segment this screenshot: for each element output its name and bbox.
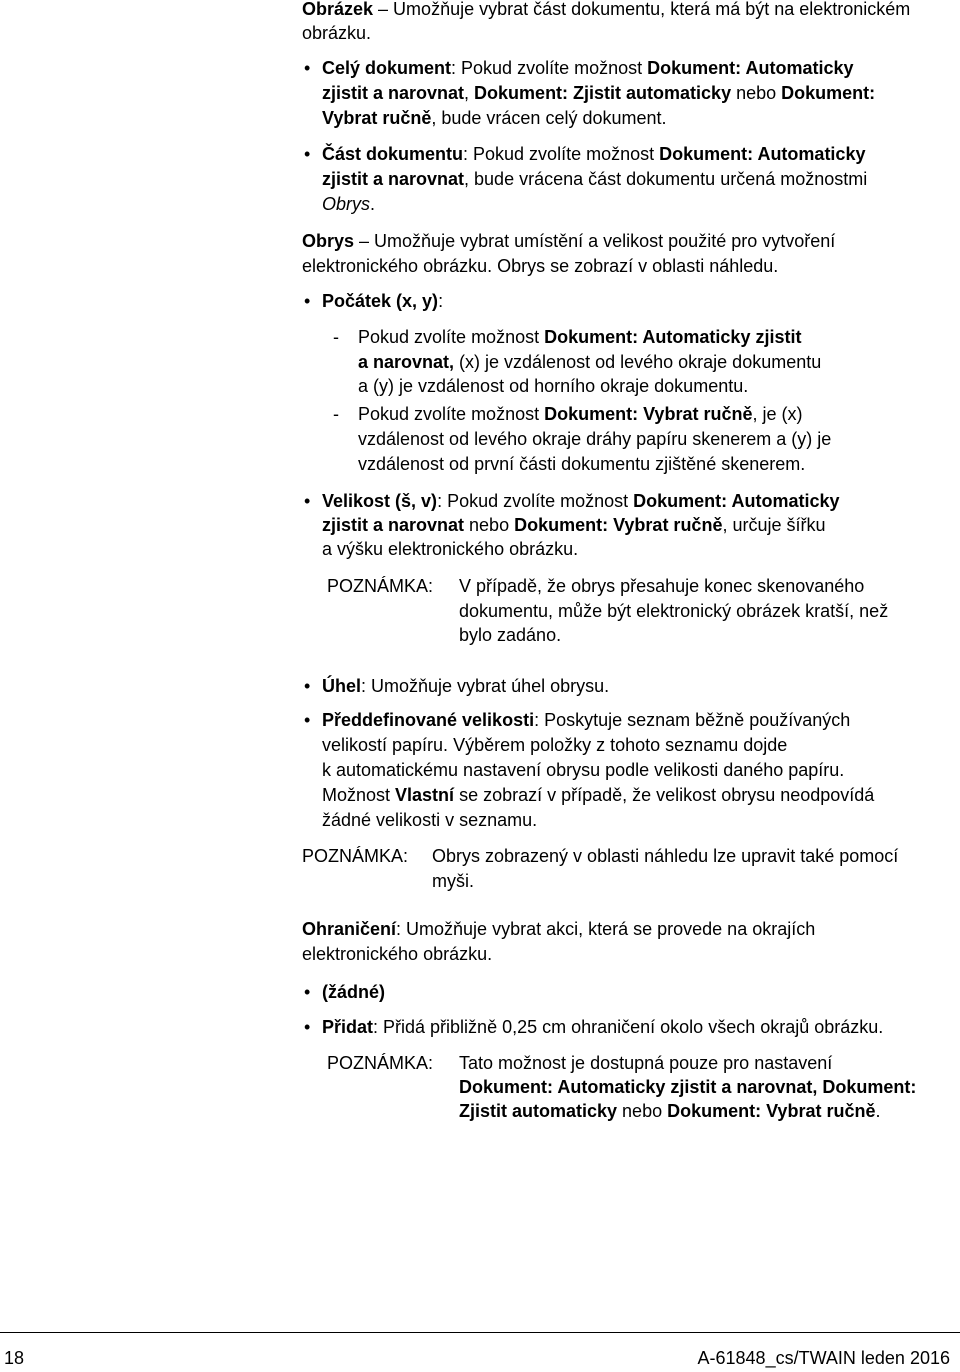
pocatek-term: Počátek (x, y) — [322, 291, 439, 311]
note3-line-1: Tato možnost je dostupná pouze pro nastavení — [459, 1053, 833, 1073]
zadne-option: (žádné) — [322, 982, 385, 1002]
ohraniceni-term: Ohraničení — [302, 919, 397, 939]
text-run: : Přidá přibližně 0,25 cm ohraničení okolo všech okrajů obrázku. — [373, 1017, 884, 1037]
pocatek-d2-line-3: vzdálenost od první části dokumentu zjištěné skenerem. — [358, 454, 806, 474]
bold-run: Dokument: — [781, 83, 876, 103]
pocatek-d1-line-1 — [358, 325, 801, 350]
obrazek-line-1 — [302, 0, 910, 22]
ohraniceni-line-2: elektronického obrázku. — [302, 944, 493, 964]
footer-rule — [0, 1332, 960, 1333]
text-run: , je (x) — [752, 404, 803, 424]
cast-line-1 — [322, 142, 865, 167]
text-run: . — [875, 1101, 881, 1121]
bold-run: Vybrat ručně — [322, 108, 432, 128]
note-label: POZNÁMKA: — [327, 576, 434, 596]
text-run: – Umožňuje vybrat umístění a velikost použité pro vytvoření — [354, 231, 836, 251]
cely-line-1 — [322, 56, 853, 81]
text-run: : Pokud zvolíte možnost — [463, 144, 660, 164]
bullet: • — [304, 676, 311, 696]
cast-term: Část dokumentu — [322, 144, 464, 164]
note-label: POZNÁMKA: — [327, 1053, 434, 1073]
text-run: : — [438, 291, 444, 311]
text-run: : Pokud zvolíte možnost — [437, 491, 634, 511]
note2-line-1: Obrys zobrazený v oblasti náhledu lze upravit také pomocí — [432, 846, 899, 866]
bullet: • — [304, 144, 311, 164]
text-run: (x) je vzdálenost od levého okraje dokumentu — [454, 352, 822, 372]
pridat-line — [322, 1015, 883, 1040]
bullet: • — [304, 291, 311, 311]
obrys-line-2: elektronického obrázku. Obrys se zobrazí v oblasti náhledu. — [302, 256, 779, 276]
obrazek-term: Obrázek — [302, 0, 374, 19]
note3-line-2: Dokument: Automaticky zjistit a narovnat, Dokument: — [459, 1077, 917, 1097]
text-run: se zobrazí v případě, že velikost obrysu neodpovídá — [454, 785, 875, 805]
bullet: • — [304, 1017, 311, 1037]
text-run: nebo — [464, 515, 515, 535]
bold-run: Dokument: Automaticky zjistit — [544, 327, 802, 347]
predef-line-4 — [322, 783, 874, 808]
predef-line-2: velikostí papíru. Výběrem položky z tohoto seznamu dojde — [322, 735, 788, 755]
velikost-line-2 — [322, 513, 826, 538]
pocatek-label — [322, 289, 443, 314]
pocatek-d2-line-1 — [358, 402, 802, 427]
text-run: : Umožňuje vybrat akci, která se provede na okrajích — [396, 919, 816, 939]
cely-term: Celý dokument — [322, 58, 452, 78]
text-run: . — [370, 194, 376, 214]
obrys-line-1 — [302, 229, 835, 254]
bold-run: zjistit a narovnat — [322, 515, 465, 535]
note1-line-2: dokumentu, může být elektronický obrázek kratší, než — [459, 601, 889, 621]
dash: - — [333, 404, 339, 424]
uhel-term: Úhel — [322, 676, 362, 696]
text-run: nebo — [617, 1101, 668, 1121]
predef-term: Předdefinované velikosti — [322, 710, 535, 730]
velikost-line-3: a výšku elektronického obrázku. — [322, 539, 579, 559]
velikost-line-1 — [322, 489, 840, 514]
text-run: , určuje šířku — [722, 515, 826, 535]
bold-run: Dokument: Vybrat ručně — [514, 515, 723, 535]
cast-line-2 — [322, 167, 867, 192]
cely-line-3 — [322, 106, 667, 131]
bold-run: Dokument: Automaticky — [659, 144, 866, 164]
bold-run: zjistit a narovnat — [322, 169, 465, 189]
text-run: , bude vrácena část dokumentu určená možnostmi — [464, 169, 868, 189]
predef-line-3: k automatickému nastavení obrysu podle velikosti daného papíru. — [322, 760, 845, 780]
bold-run: Zjistit automaticky — [459, 1101, 618, 1121]
note1-line-3: bylo zadáno. — [459, 625, 562, 645]
bold-run: Vlastní — [395, 785, 455, 805]
obrys-term: Obrys — [302, 231, 355, 251]
bullet: • — [304, 710, 311, 730]
dash: - — [333, 327, 339, 347]
text-run: , — [464, 83, 475, 103]
bold-run: a narovnat, — [358, 352, 455, 372]
pocatek-d1-line-2 — [358, 350, 821, 375]
bold-run: Dokument: Zjistit automaticky — [474, 83, 732, 103]
text-run: : Umožňuje vybrat úhel obrysu. — [361, 676, 610, 696]
text-run: Pokud zvolíte možnost — [358, 404, 545, 424]
text-run: , bude vrácen celý dokument. — [431, 108, 667, 128]
predef-line-1 — [322, 708, 850, 733]
note2-line-2: myši. — [432, 871, 474, 891]
italic-run: Obrys — [322, 194, 371, 214]
bullet: • — [304, 491, 311, 511]
text-run: Možnost — [322, 785, 396, 805]
pocatek-d1-line-3: a (y) je vzdálenost od horního okraje dokumentu. — [358, 376, 749, 396]
bold-run: Dokument: Automaticky — [647, 58, 854, 78]
text-run: nebo — [731, 83, 782, 103]
text-run: Pokud zvolíte možnost — [358, 327, 545, 347]
page-number: 18 — [4, 1348, 25, 1368]
obrazek-text: – Umožňuje vybrat část dokumentu, která má být na elektronickém — [373, 0, 911, 19]
bold-run: Dokument: Vybrat ručně — [544, 404, 753, 424]
note-label: POZNÁMKA: — [302, 846, 409, 866]
bold-run: Dokument: Vybrat ručně — [667, 1101, 876, 1121]
uhel-line — [322, 674, 609, 699]
document-id: A-61848_cs/TWAIN leden 2016 — [697, 1348, 950, 1368]
cast-line-3 — [322, 192, 375, 217]
bold-run: zjistit a narovnat — [322, 83, 465, 103]
bold-run: Dokument: Automaticky — [633, 491, 840, 511]
note1-line-1: V případě, že obrys přesahuje konec skenovaného — [459, 576, 865, 596]
bullet: • — [304, 58, 311, 78]
cely-line-2 — [322, 81, 875, 106]
velikost-term: Velikost (š, v) — [322, 491, 438, 511]
ohraniceni-line-1 — [302, 917, 815, 942]
obrazek-line-2: obrázku. — [302, 23, 372, 43]
note3-line-3 — [459, 1099, 880, 1124]
pridat-term: Přidat — [322, 1017, 374, 1037]
text-run: : Pokud zvolíte možnost — [451, 58, 648, 78]
predef-line-5: žádné velikosti v seznamu. — [322, 810, 538, 830]
pocatek-d2-line-2: vzdálenost od levého okraje dráhy papíru skenerem a (y) je — [358, 429, 832, 449]
text-run: : Poskytuje seznam běžně používaných — [534, 710, 851, 730]
bullet: • — [304, 982, 311, 1002]
